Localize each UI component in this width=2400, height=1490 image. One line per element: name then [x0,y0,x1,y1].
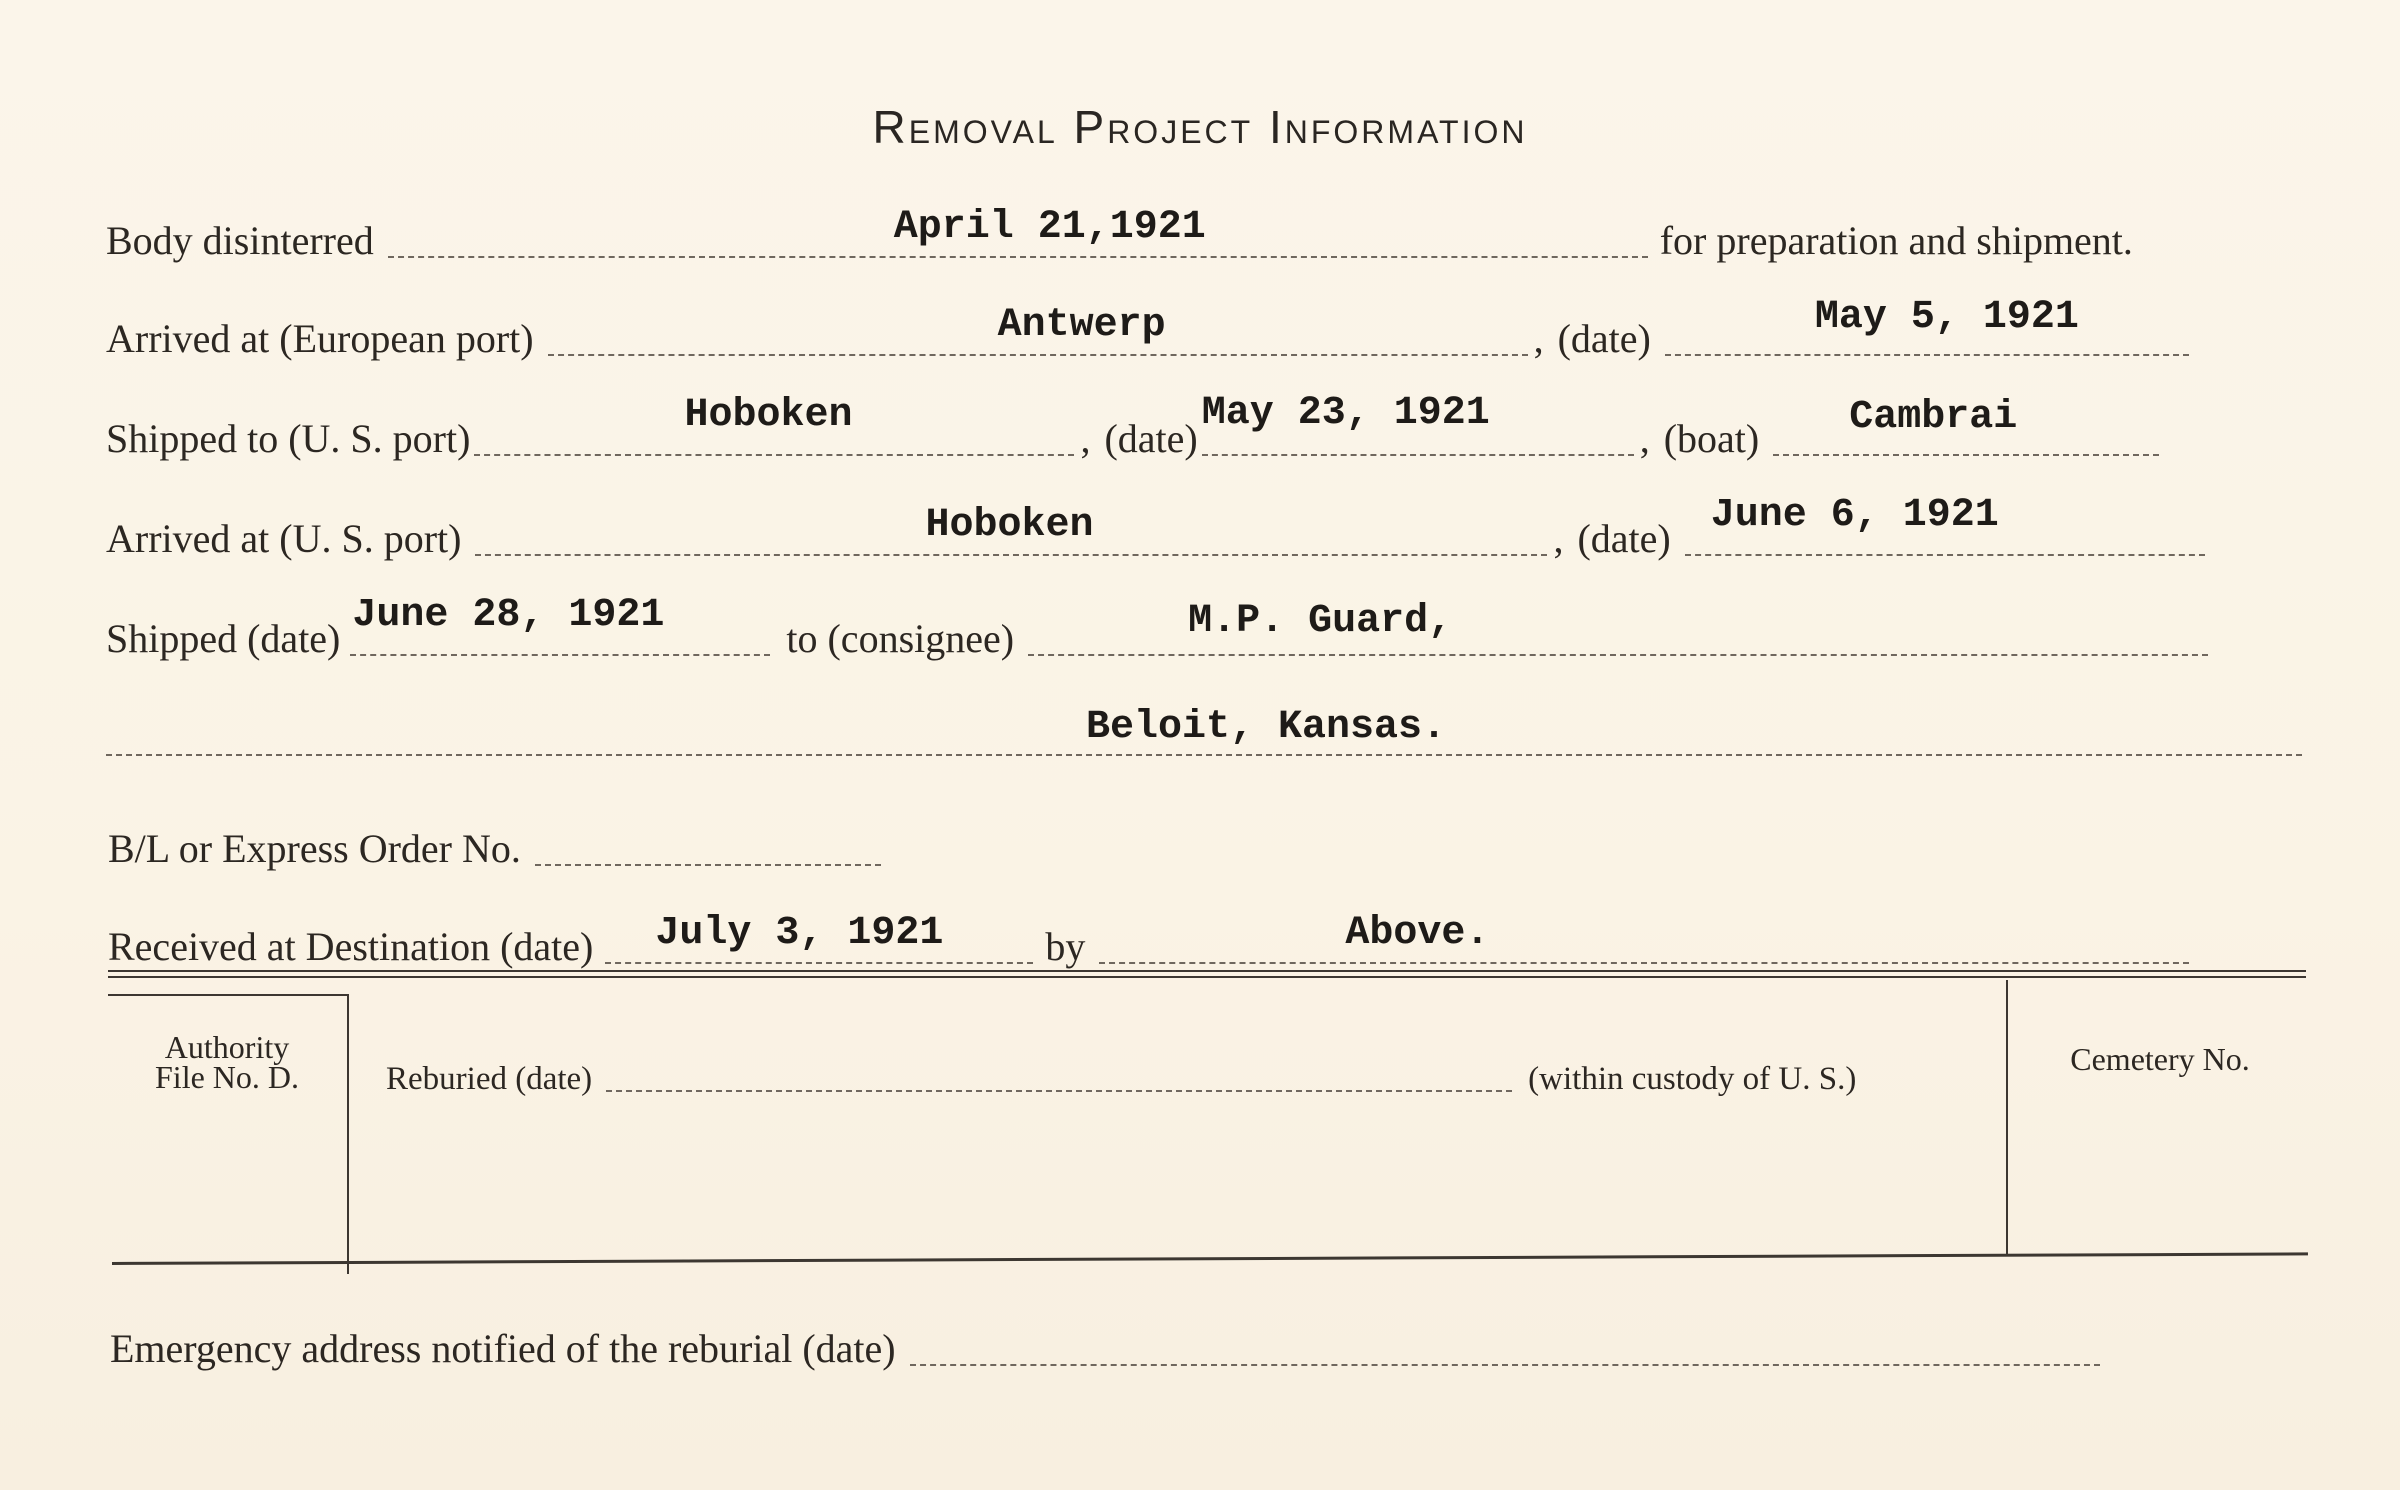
shipped-us-boat-value: Cambrai [1849,395,2018,440]
body-disinterred-field[interactable] [388,205,1648,258]
box-top-rule [108,970,2306,972]
comma: , [1639,416,1650,461]
row-arrived-european [106,295,2195,366]
box-divider-left [347,994,349,1274]
row-body-disinterred [106,205,2306,268]
consignee-label: to (consignee) [786,616,1015,661]
row-emergency [110,1322,2106,1376]
authority-label-line2: File No. D. [155,1059,299,1095]
received-by-field[interactable] [1099,911,2189,964]
arrived-us-date-label: (date) [1577,516,1671,561]
shipped-date-field[interactable] [350,593,770,656]
arrived-us-port-value: Hoboken [925,503,1094,548]
shipped-us-boat-field[interactable] [1773,395,2159,456]
received-date-value: July 3, 1921 [655,911,944,956]
reburied-label: Reburied (date) [386,1061,593,1097]
shipped-us-boat-label: (boat) [1663,416,1760,461]
arrived-european-label: Arrived at (European port) [106,316,534,361]
authority-label-line1: Authority [164,1029,290,1065]
bl-field[interactable] [535,822,881,866]
arrived-european-port-field[interactable] [548,303,1528,356]
row-consignee-address [106,705,2308,766]
row-bl [108,822,887,876]
consignee-address-field[interactable] [106,705,2302,756]
box-authority-top-rule [108,994,348,996]
box-divider-right [2006,980,2008,1256]
body-disinterred-suffix: for preparation and shipment. [1659,218,2133,263]
arrived-european-date-value: May 5, 1921 [1814,295,2079,340]
shipped-us-date-field[interactable] [1201,391,1634,456]
arrived-us-date-field[interactable] [1685,493,2205,556]
reburied-date-field[interactable] [606,1056,1512,1092]
received-date-field[interactable] [605,911,1033,964]
shipped-us-date-value: May 23, 1921 [1201,391,1490,436]
shipped-us-port-field[interactable] [474,393,1074,456]
shipped-us-label: Shipped to (U. S. port) [106,416,471,461]
received-by-label: by [1045,924,1086,969]
row-arrived-us [106,493,2211,566]
emergency-label: Emergency address notified of the reburial (date) [110,1326,896,1371]
row-received [108,911,2195,974]
shipped-us-date-label: (date) [1104,416,1198,461]
comma: , [1080,416,1091,461]
consignee-value: M.P. Guard, [1188,599,1453,644]
row-shipped-us [106,391,2165,466]
bl-label: B/L or Express Order No. [108,826,521,871]
row-reburied [386,1056,1856,1102]
arrived-european-port-value: Antwerp [997,303,1166,348]
cemetery-label: Cemetery No. [2070,1041,2250,1077]
arrived-us-port-field[interactable] [475,503,1547,556]
comma: , [1533,316,1544,361]
box-top-rule-double [108,976,2306,978]
arrived-us-label: Arrived at (U. S. port) [106,516,462,561]
shipped-date-value: June 28, 1921 [352,593,665,638]
comma: , [1553,516,1564,561]
body-disinterred-label: Body disinterred [106,218,374,263]
row-shipped [106,593,2214,666]
custody-label: (within custody of U. S.) [1528,1061,1857,1097]
arrived-european-date-field[interactable] [1665,295,2189,356]
authority-label [118,1029,336,1095]
consignee-field[interactable] [1028,599,2208,656]
received-by-value: Above. [1345,911,1490,956]
box-bottom-rule [112,1252,2308,1265]
arrived-european-date-label: (date) [1557,316,1651,361]
received-label: Received at Destination (date) [108,924,594,969]
shipped-date-label: Shipped (date) [106,616,341,661]
emergency-date-field[interactable] [910,1322,2100,1366]
card-title: Removal Project Information [872,101,1528,153]
arrived-us-date-value: June 6, 1921 [1710,493,1999,538]
body-disinterred-value: April 21,1921 [893,205,1206,250]
consignee-address-value: Beloit, Kansas. [1086,705,1447,750]
shipped-us-port-value: Hoboken [684,393,853,438]
